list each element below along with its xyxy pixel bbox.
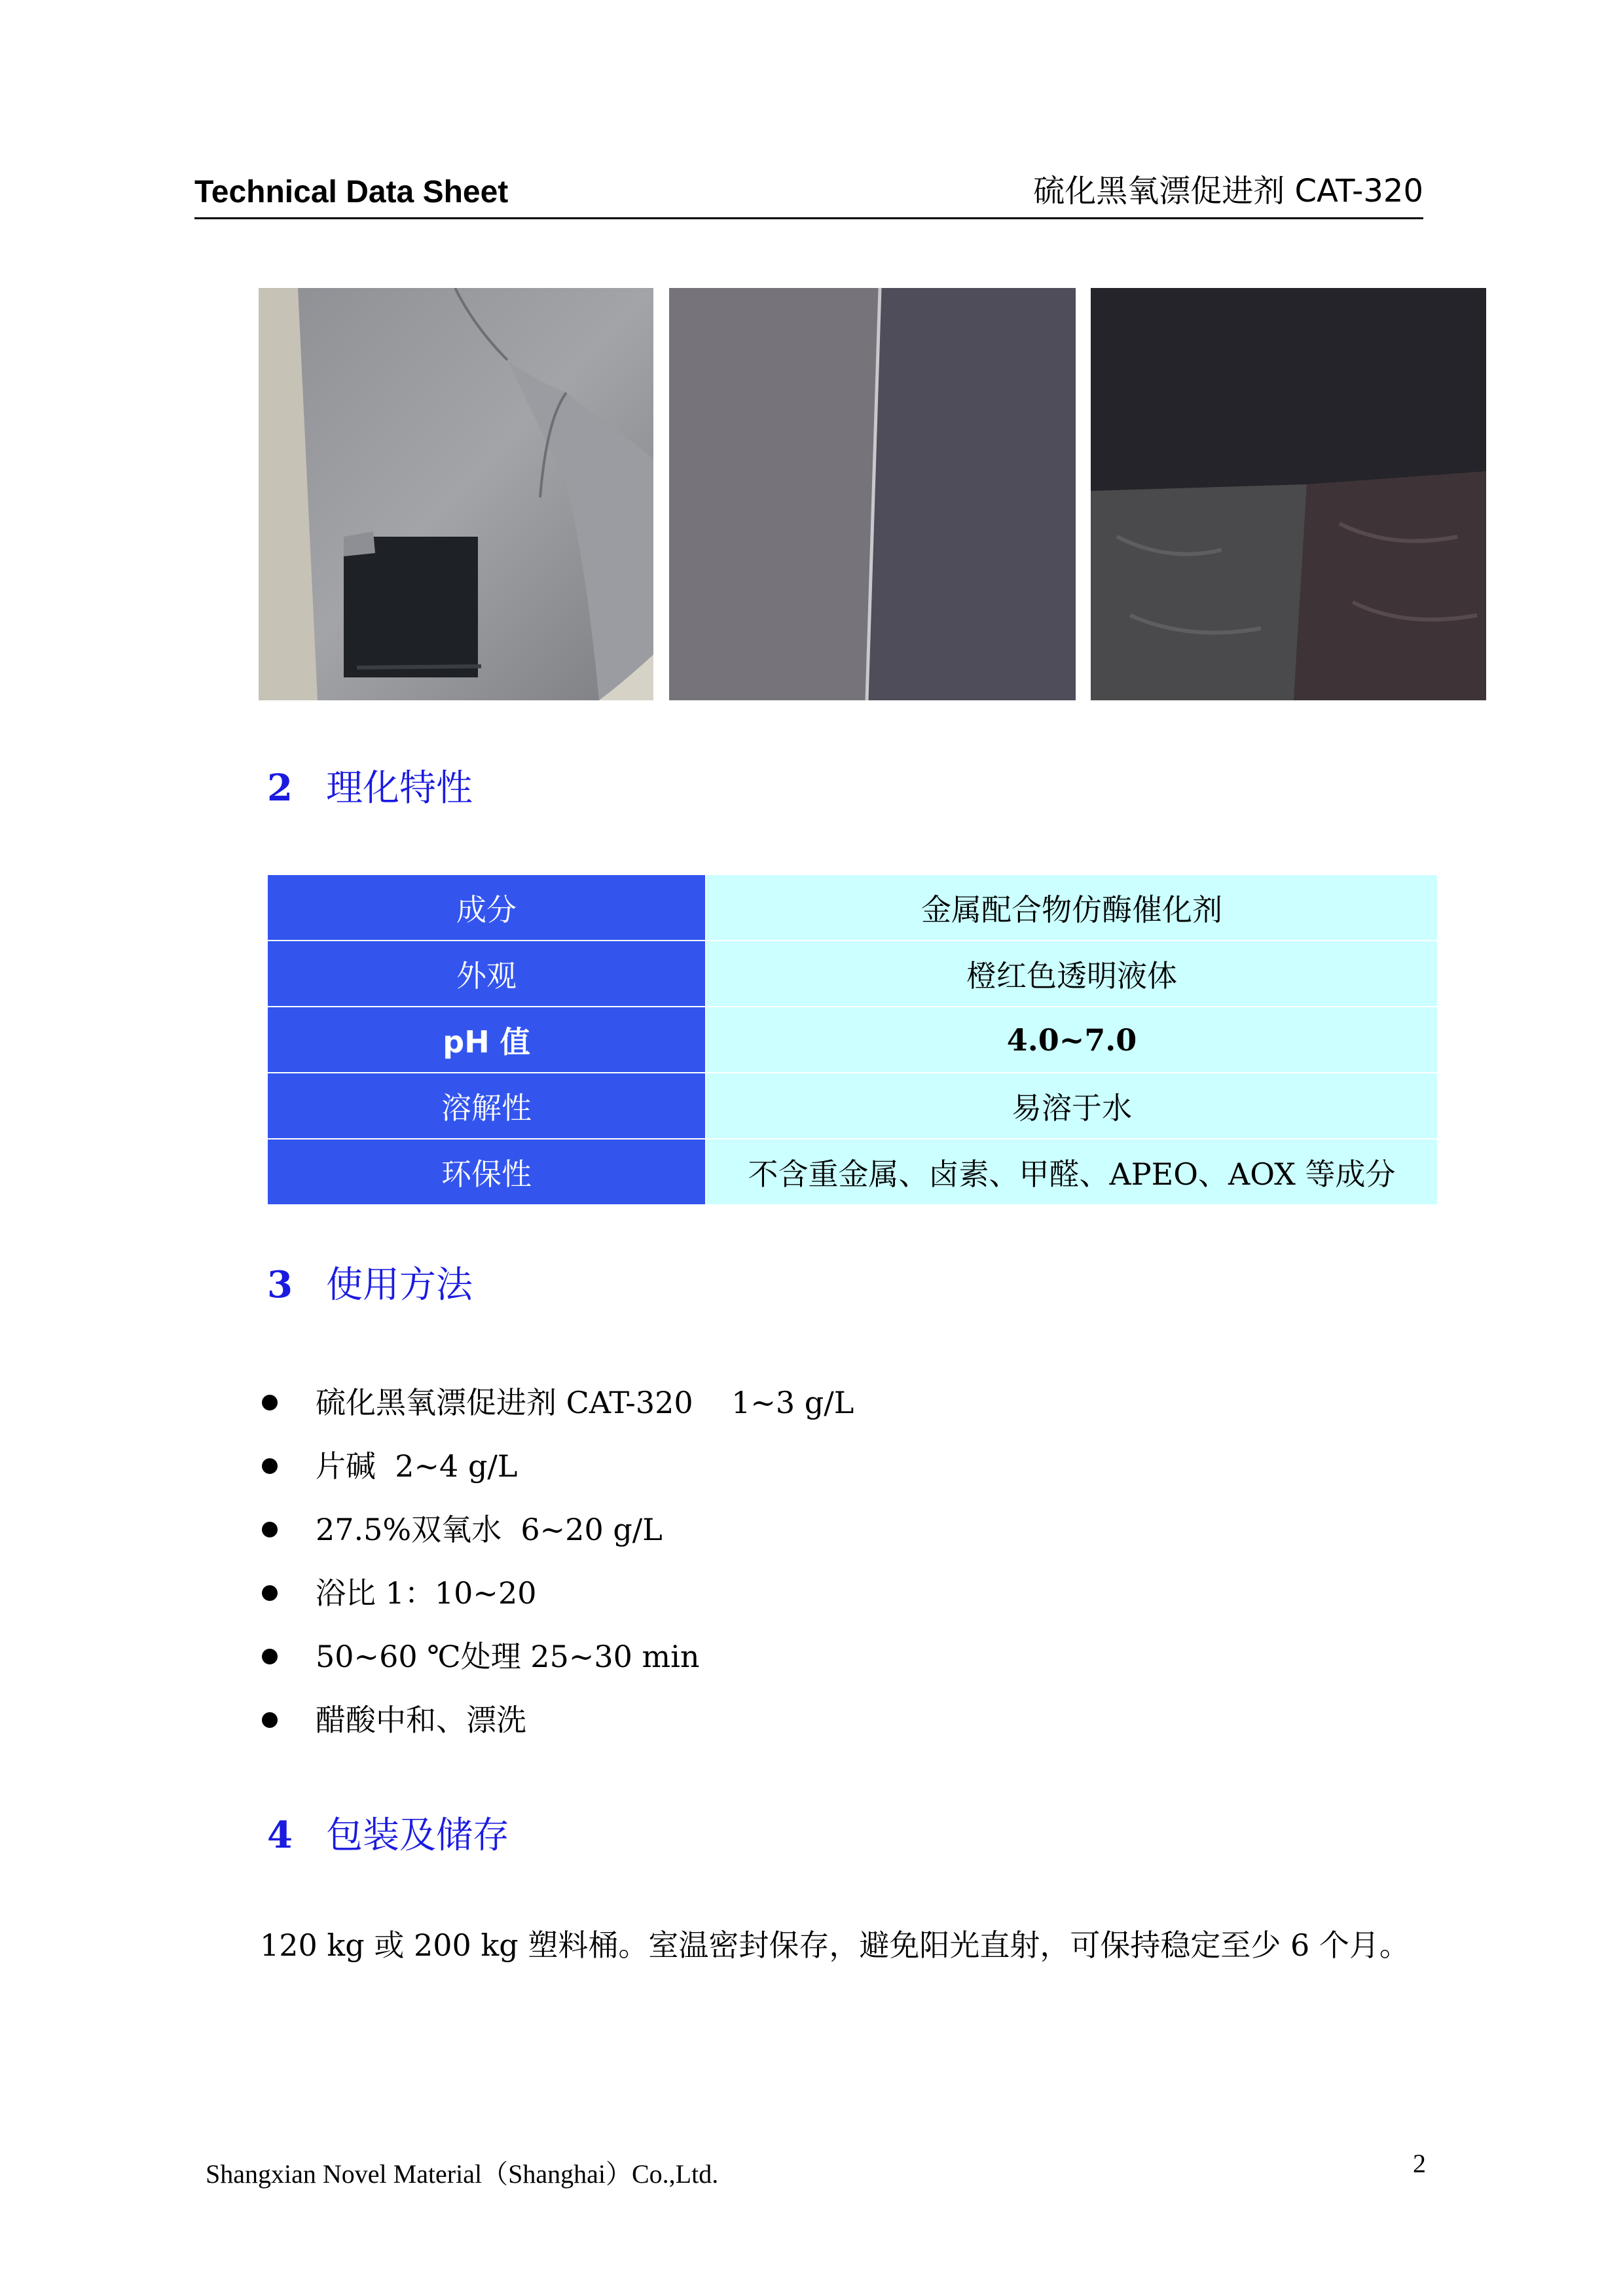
fabric-swatch-photo-2: [1091, 288, 1486, 700]
list-item: [262, 1689, 854, 1752]
bullet-icon: [262, 1522, 278, 1537]
usage-list: [262, 1371, 854, 1752]
bullet-icon: [262, 1649, 278, 1664]
property-value: 4.0~7.0: [706, 1007, 1438, 1073]
bullet-icon: [262, 1395, 278, 1410]
list-item-text: 片碱 2~4 g/L: [316, 1448, 518, 1484]
section-title: 理化特性: [326, 767, 473, 810]
property-key: pH 值: [267, 1007, 706, 1073]
section-title: 包装及储存: [326, 1814, 509, 1857]
section-heading-properties: [267, 766, 473, 810]
denim-jeans-photo: [259, 288, 653, 700]
table-row: [267, 874, 1438, 941]
list-item-text: 50~60 ℃处理 25~30 min: [316, 1639, 700, 1674]
list-item-text: 硫化黑氧漂促进剂 CAT-320 1~3 g/L: [316, 1385, 854, 1420]
list-item: [262, 1371, 854, 1435]
section-number: 3: [267, 1263, 293, 1306]
footer-company: Shangxian Novel Material（Shanghai）Co.,Ltd.: [206, 2159, 719, 2189]
list-item-text: 浴比 1：10~20: [316, 1575, 537, 1611]
table-row: [267, 1007, 1438, 1073]
list-item: [262, 1562, 854, 1625]
header-title: Technical Data Sheet: [194, 175, 509, 209]
table-row: [267, 1073, 1438, 1139]
section-heading-usage: [267, 1263, 473, 1306]
property-value: 不含重金属、卤素、甲醛、APEO、AOX 等成分: [706, 1139, 1438, 1205]
header-product-name: 硫化黑氧漂促进剂 CAT-320: [1033, 173, 1423, 209]
bullet-icon: [262, 1585, 278, 1601]
property-key: 环保性: [267, 1139, 706, 1205]
section-number: 4: [267, 1814, 293, 1857]
header-rule: [194, 217, 1423, 219]
property-value: 橙红色透明液体: [706, 941, 1438, 1007]
list-item-text: 醋酸中和、漂洗: [316, 1702, 526, 1738]
bullet-icon: [262, 1458, 278, 1474]
list-item: [262, 1625, 854, 1689]
table-row: [267, 1139, 1438, 1205]
property-value: 易溶于水: [706, 1073, 1438, 1139]
fabric-swatch-photo-1: [669, 288, 1076, 700]
page-number: 2: [1413, 2149, 1426, 2178]
section-number: 2: [267, 766, 293, 810]
bullet-icon: [262, 1712, 278, 1728]
section-title: 使用方法: [326, 1264, 473, 1306]
property-key: 溶解性: [267, 1073, 706, 1139]
property-key: 成分: [267, 874, 706, 941]
property-value: 金属配合物仿酶催化剂: [706, 874, 1438, 941]
property-key: 外观: [267, 941, 706, 1007]
list-item-text: 27.5%双氧水 6~20 g/L: [316, 1512, 663, 1547]
properties-table: [266, 874, 1438, 1206]
list-item: [262, 1435, 854, 1498]
storage-paragraph: 120 kg 或 200 kg 塑料桶。室温密封保存，避免阳光直射，可保持稳定至少 6 个月。: [260, 1928, 1410, 1963]
section-heading-storage: [267, 1814, 509, 1857]
list-item: [262, 1498, 854, 1562]
table-row: [267, 941, 1438, 1007]
